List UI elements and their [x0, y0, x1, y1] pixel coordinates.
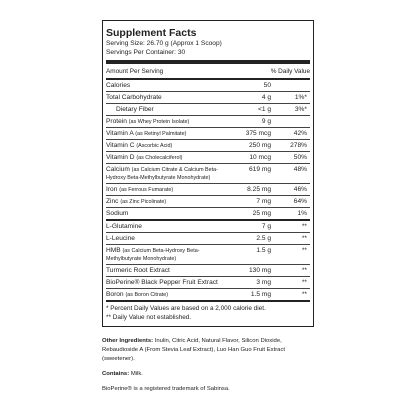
nutrient-amount: 130 mg [249, 266, 271, 274]
contains [102, 370, 314, 379]
nutrient-daily-value: ** [301, 234, 307, 242]
nutrient-daily-value: 48% [293, 165, 307, 173]
nutrient-daily-value: 64% [293, 197, 307, 205]
nutrient-rows [106, 80, 310, 300]
nutrient-label: Zinc [106, 197, 119, 205]
nutrient-source-note: (as Whey Protein Isolate) [128, 118, 190, 125]
nutrient-name [106, 130, 223, 138]
nutrient-label: Calcium [106, 165, 130, 173]
contains-text: Milk. [130, 371, 143, 377]
footnote-dv: * Percent Daily Values are based on a 2,000 calorie diet. [106, 305, 266, 312]
nutrient-amount: 250 mg [249, 141, 271, 149]
nutrient-name [106, 118, 223, 126]
footnotes [106, 302, 310, 322]
nutrient-row [106, 139, 310, 151]
nutrient-row [106, 115, 310, 127]
nutrient-daily-value: ** [301, 278, 307, 286]
nutrient-row [106, 91, 310, 103]
nutrient-name [106, 198, 223, 206]
nutrient-name [106, 223, 223, 231]
nutrient-daily-value: 42% [293, 129, 307, 137]
nutrient-source-note: (as Retinyl Palmitate) [135, 130, 187, 137]
nutrient-name [106, 235, 223, 243]
other-ingredients-text: Inulin, Citric Acid, Natural Flavor, Silicon Dioxide, Rebaudioside A (From Stevia Leaf Extract), Luo Han Guo Fruit Extract (sweetener). [102, 338, 286, 362]
nutrient-amount: 10 mcg [249, 153, 271, 161]
nutrient-name [106, 154, 223, 162]
nutrient-name [106, 247, 223, 263]
nutrient-amount: 1.5 mg [250, 290, 271, 298]
nutrient-row [106, 288, 310, 300]
nutrient-row [106, 80, 310, 91]
nutrient-row [106, 183, 310, 195]
nutrient-label: Vitamin C [106, 141, 135, 149]
nutrient-amount: 9 g [261, 117, 271, 125]
nutrient-label: L-Glutamine [106, 222, 142, 230]
nutrient-row [106, 103, 310, 115]
nutrient-row [106, 127, 310, 139]
servings-per-container: Servings Per Container: 30 [106, 49, 186, 56]
other-ingredients-label: Other Ingredients: [102, 338, 154, 344]
nutrient-daily-value: ** [301, 222, 307, 230]
nutrient-daily-value: ** [301, 290, 307, 298]
nutrient-source-note: (as Cholecalciferol) [136, 154, 183, 161]
nutrient-label: Boron [106, 290, 124, 298]
serving-size: Serving Size: 26.70 g (Approx 1 Scoop) [106, 40, 222, 47]
nutrient-daily-value: 3%* [294, 105, 307, 113]
supplement-facts-panel [102, 20, 314, 327]
nutrient-row [106, 264, 310, 276]
nutrient-source-note: (as Ferrous Fumarate) [119, 186, 174, 193]
nutrient-amount: 8.25 mg [247, 185, 271, 193]
header-amount: Amount Per Serving [106, 67, 164, 75]
nutrient-name [106, 267, 223, 275]
nutrient-amount: 7 g [261, 222, 271, 230]
nutrient-amount: 3 mg [256, 278, 271, 286]
nutrient-label: Sodium [106, 209, 129, 217]
nutrient-row [106, 163, 310, 183]
nutrient-daily-value: 50% [293, 153, 307, 161]
trademark-note: BioPerine® is a registered trademark of Sabinsa. [102, 386, 230, 392]
nutrient-row [106, 219, 310, 232]
panel-title: Supplement Facts [106, 27, 197, 39]
nutrient-label: Vitamin D [106, 153, 135, 161]
nutrient-name [106, 291, 223, 299]
nutrient-label: BioPerine® Black Pepper Fruit Extract [106, 278, 218, 286]
nutrient-amount: 2.5 g [256, 234, 271, 242]
nutrient-row [106, 276, 310, 288]
contains-label: Contains: [102, 371, 130, 377]
nutrient-daily-value: 1% [297, 209, 307, 217]
nutrient-label: Iron [106, 185, 118, 193]
nutrient-name [106, 186, 223, 194]
nutrient-amount: 1.5 g [256, 246, 271, 254]
nutrient-daily-value: 1%* [294, 93, 307, 101]
other-ingredients [102, 337, 314, 364]
nutrient-name [106, 279, 223, 287]
nutrient-label: Dietary Fiber [116, 105, 154, 113]
nutrient-source-note: (as Zinc Picolinate) [120, 198, 167, 205]
nutrient-source-note: (as Calcium Beta-Hydroxy Beta-Methylbutyrate Monohydrate) [106, 247, 200, 262]
nutrient-label: Turmeric Root Extract [106, 266, 170, 274]
nutrient-daily-value: 46% [293, 185, 307, 193]
nutrient-source-note: (as Boron Citrate) [125, 291, 168, 298]
nutrient-amount: 50 [263, 81, 271, 89]
nutrient-source-note: (as Calcium Citrate & Calcium Beta-Hydroxy Beta-Methylbutyrate Monohydrate) [106, 166, 218, 181]
nutrient-daily-value: ** [301, 246, 307, 254]
nutrient-label: HMB [106, 246, 121, 254]
nutrient-amount: 375 mcg [245, 129, 271, 137]
nutrient-label: Total Carbohydrate [106, 93, 162, 101]
nutrient-label: Vitamin A [106, 129, 134, 137]
footnote-not-established: ** Daily Value not established. [106, 313, 192, 321]
nutrient-label: Calories [106, 81, 131, 89]
nutrient-row [106, 151, 310, 163]
nutrient-row [106, 232, 310, 244]
label-info [102, 337, 314, 400]
nutrient-daily-value: ** [301, 266, 307, 274]
nutrient-name [106, 166, 223, 182]
nutrient-name [106, 210, 223, 218]
nutrient-amount: <1 g [257, 105, 271, 113]
nutrient-daily-value: 278% [290, 141, 307, 149]
header-dv: % Daily Value [270, 67, 310, 75]
nutrient-label: Protein [106, 117, 127, 125]
nutrient-name [106, 142, 223, 150]
nutrient-row [106, 244, 310, 264]
nutrient-amount: 619 mg [249, 165, 271, 173]
column-header [106, 64, 310, 78]
nutrient-name [106, 106, 223, 114]
nutrient-amount: 4 g [261, 93, 271, 101]
nutrient-name [106, 94, 223, 102]
nutrient-amount: 25 mg [252, 209, 271, 217]
nutrient-label: L-Leucine [106, 234, 135, 242]
nutrient-row [106, 207, 310, 219]
nutrient-source-note: (Ascorbic Acid) [136, 142, 173, 149]
nutrient-amount: 7 mg [256, 197, 271, 205]
nutrient-row [106, 195, 310, 207]
nutrient-name [106, 82, 223, 90]
